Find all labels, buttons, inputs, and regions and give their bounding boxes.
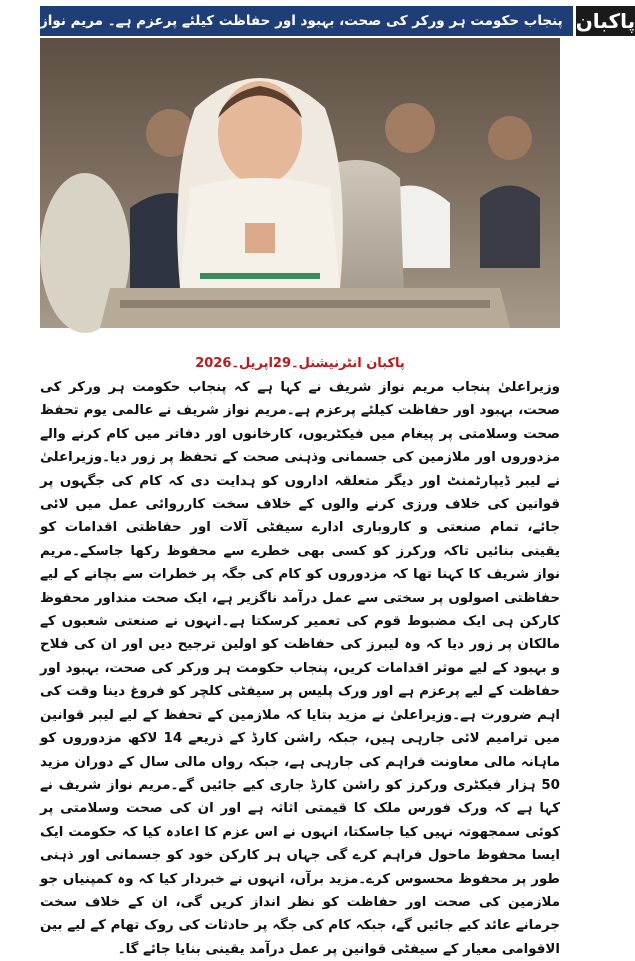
portrait-illustration (40, 38, 560, 328)
news-photo (40, 38, 560, 328)
headline[interactable]: پنجاب حکومت ہر ورکر کی صحت، بہبود اور حفاظت کیلئے پرعزم ہے۔ مریم نواز (40, 6, 573, 36)
header-bar (40, 6, 635, 36)
dateline: پاکبان انٹرنیشنل۔29اپریل۔2026 (195, 356, 405, 371)
article-body: وزیراعلیٰ پنجاب مریم نواز شریف نے کہا ہے کہ پنجاب حکومت ہر ورکر کی صحت، بہبود اور حفاظت کیلئے پرعزم ہے۔مریم نواز شریف نے عالمی یوم تحفظ صحت وسلامتی پر پیغام میں فیکٹریوں، کارخانوں اور دفاتر میں کام کرنے والے مزدوروں اور ملازمین کی جسمانی وذہنی صحت کے تحفظ پر زور دیا۔وزیراعلیٰ نے لیبر ڈیپارٹمنٹ اور دیگر متعلقہ اداروں کو ہدایت دی کہ کام کی جگہوں پر قوانین کی خلاف ورزی کرنے والوں کے خلاف سخت کارروائی عمل میں لائی جائے، تمام صنعتی و کاروباری ادارے سیفٹی آلات اور حفاظتی اقدامات کو یقینی بنائیں تاکہ ورکرز کو کسی بھی خطرے سے محفوظ رکھا جاسکے۔مریم نواز شریف کا کہنا تھا کہ مزدوروں کو کام کی جگہ پر خطرات سے بچانے کے لیے حفاظتی اصولوں پر سختی سے عمل درآمد ناگزیر ہے، ایک صحت منداور محفوظ کارکن ہی ایک مضبوط قوم کی تعمیر کرسکتا ہے۔انہوں نے صنعتی شعبوں کے مالکان پر زور دیا کہ وہ لیبرز کی حفاظت کو اولین ترجیح دیں اور ان کی فلاح و بہبود کے لیے موثر اقدامات کریں، پنجاب حکومت ہر ورکر کی صحت، بہبود اور حفاظت کے لیے پرعزم ہے اور ورک پلیس پر سیفٹی کلچر کو فروغ دینا وقت کی اہم ضرورت ہے۔وزیراعلیٰ نے مزید بتایا کہ ملازمین کے تحفظ کے لیے لیبر قوانین میں ترامیم لائی جارہی ہیں، جبکہ راشن کارڈ کے ذریعے 14 لاکھ مزدوروں کو ماہانہ مالی معاونت فراہم کی جارہی ہے، جبکہ رواں مالی سال کے دوران مزید 50 ہزار فیکٹری ورکرز کو راشن کارڈ جاری کیے جائیں گے۔مریم نواز شریف نے کہا ہے کہ ورک فورس ملک کا قیمتی اثاثہ ہے اور ان کی صحت وسلامتی پر کوئی سمجھوتہ نہیں کیا جاسکتا، انہوں نے اس عزم کا اعادہ کیا کہ حکومت ایک ایسا محفوظ ماحول فراہم کرے گی جہاں ہر کارکن خود کو جسمانی اور ذہنی طور پر محفوظ محسوس کرے۔مزید برآں، انہوں نے خبردار کیا کہ وہ کمپنیاں جو ملازمین کی صحت اور حفاظت کو نظر انداز کریں گی، ان کے خلاف سخت جرمانے عائد کیے جائیں گے، جبکہ کام کی جگہ پر حادثات کی روک تھام کے لیے بین الاقوامی معیار کے سیفٹی قوانین پر عمل درآمد یقینی بنایا جائے گا۔ (40, 380, 560, 957)
brand-logo[interactable]: پاکبان (573, 6, 635, 36)
